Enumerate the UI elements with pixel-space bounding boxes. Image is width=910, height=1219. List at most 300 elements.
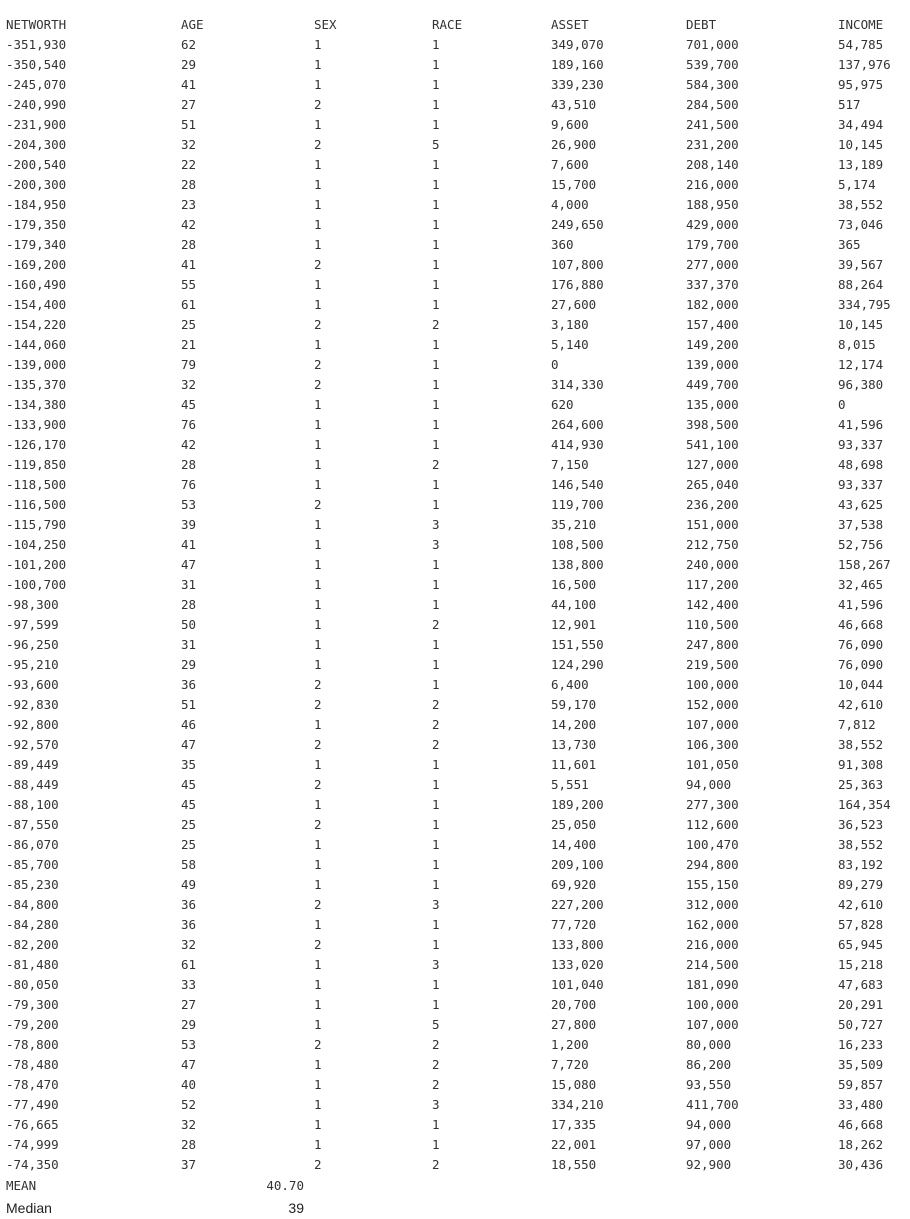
cell-networth: -169,200 <box>6 257 67 272</box>
cell-sex: 1 <box>314 997 322 1012</box>
cell-race: 1 <box>432 857 440 872</box>
cell-asset: 16,500 <box>551 577 597 592</box>
cell-age: 47 <box>181 1057 197 1072</box>
cell-race: 1 <box>432 797 440 812</box>
cell-sex: 1 <box>314 417 322 432</box>
cell-income: 46,668 <box>838 617 884 632</box>
cell-age: 35 <box>181 757 197 772</box>
cell-asset: 249,650 <box>551 217 604 232</box>
cell-asset: 107,800 <box>551 257 604 272</box>
cell-income: 10,145 <box>838 317 884 332</box>
cell-race: 1 <box>432 437 440 452</box>
cell-sex: 2 <box>314 317 322 332</box>
cell-race: 1 <box>432 417 440 432</box>
cell-sex: 2 <box>314 677 322 692</box>
cell-networth: -101,200 <box>6 557 67 572</box>
cell-race: 1 <box>432 157 440 172</box>
cell-sex: 1 <box>314 217 322 232</box>
cell-age: 58 <box>181 857 197 872</box>
cell-income: 89,279 <box>838 877 884 892</box>
cell-networth: -84,800 <box>6 897 59 912</box>
cell-income: 517 <box>838 97 861 112</box>
cell-sex: 1 <box>314 557 322 572</box>
cell-asset: 7,720 <box>551 1057 589 1072</box>
cell-income: 88,264 <box>838 277 884 292</box>
cell-age: 62 <box>181 37 197 52</box>
cell-sex: 1 <box>314 437 322 452</box>
cell-debt: 100,470 <box>686 837 739 852</box>
cell-debt: 112,600 <box>686 817 739 832</box>
cell-age: 25 <box>181 837 197 852</box>
cell-age: 52 <box>181 1097 197 1112</box>
table-row <box>0 95 910 115</box>
cell-networth: -179,340 <box>6 237 67 252</box>
cell-race: 2 <box>432 457 440 472</box>
table-row <box>0 875 910 895</box>
cell-debt: 214,500 <box>686 957 739 972</box>
cell-networth: -154,400 <box>6 297 67 312</box>
cell-debt: 312,000 <box>686 897 739 912</box>
median-row <box>0 1197 910 1219</box>
cell-age: 28 <box>181 597 197 612</box>
cell-race: 1 <box>432 37 440 52</box>
cell-race: 2 <box>432 737 440 752</box>
cell-race: 3 <box>432 897 440 912</box>
cell-age: 27 <box>181 997 197 1012</box>
cell-sex: 1 <box>314 237 322 252</box>
cell-income: 83,192 <box>838 857 884 872</box>
cell-networth: -96,250 <box>6 637 59 652</box>
cell-asset: 176,880 <box>551 277 604 292</box>
cell-sex: 1 <box>314 877 322 892</box>
cell-age: 47 <box>181 737 197 752</box>
cell-age: 61 <box>181 297 197 312</box>
table-row <box>0 535 910 555</box>
table-row <box>0 475 910 495</box>
cell-debt: 101,050 <box>686 757 739 772</box>
cell-income: 10,044 <box>838 677 884 692</box>
cell-debt: 539,700 <box>686 57 739 72</box>
cell-sex: 1 <box>314 1017 322 1032</box>
cell-sex: 1 <box>314 477 322 492</box>
cell-age: 32 <box>181 937 197 952</box>
cell-networth: -240,990 <box>6 97 67 112</box>
cell-income: 8,015 <box>838 337 876 352</box>
table-row <box>0 395 910 415</box>
cell-sex: 1 <box>314 957 322 972</box>
cell-asset: 0 <box>551 357 559 372</box>
table-row <box>0 595 910 615</box>
cell-income: 38,552 <box>838 197 884 212</box>
cell-asset: 22,001 <box>551 1137 597 1152</box>
cell-income: 76,090 <box>838 657 884 672</box>
cell-race: 1 <box>432 217 440 232</box>
cell-race: 1 <box>432 817 440 832</box>
cell-age: 45 <box>181 397 197 412</box>
cell-race: 1 <box>432 997 440 1012</box>
cell-age: 53 <box>181 1037 197 1052</box>
cell-networth: -81,480 <box>6 957 59 972</box>
table-row <box>0 835 910 855</box>
cell-income: 76,090 <box>838 637 884 652</box>
cell-sex: 1 <box>314 117 322 132</box>
cell-race: 1 <box>432 837 440 852</box>
cell-networth: -82,200 <box>6 937 59 952</box>
cell-networth: -79,300 <box>6 997 59 1012</box>
cell-asset: 12,901 <box>551 617 597 632</box>
cell-debt: 231,200 <box>686 137 739 152</box>
cell-networth: -245,070 <box>6 77 67 92</box>
cell-income: 30,436 <box>838 1157 884 1172</box>
cell-race: 1 <box>432 777 440 792</box>
cell-income: 93,337 <box>838 437 884 452</box>
cell-age: 46 <box>181 717 197 732</box>
cell-debt: 110,500 <box>686 617 739 632</box>
cell-debt: 449,700 <box>686 377 739 392</box>
table-body <box>0 35 910 1175</box>
cell-networth: -97,599 <box>6 617 59 632</box>
cell-income: 15,218 <box>838 957 884 972</box>
cell-asset: 189,200 <box>551 797 604 812</box>
cell-networth: -78,800 <box>6 1037 59 1052</box>
cell-age: 55 <box>181 277 197 292</box>
cell-age: 41 <box>181 537 197 552</box>
cell-asset: 108,500 <box>551 537 604 552</box>
cell-networth: -134,380 <box>6 397 67 412</box>
cell-income: 16,233 <box>838 1037 884 1052</box>
cell-asset: 360 <box>551 237 574 252</box>
cell-debt: 94,000 <box>686 1117 732 1132</box>
cell-sex: 2 <box>314 937 322 952</box>
cell-asset: 620 <box>551 397 574 412</box>
cell-race: 1 <box>432 97 440 112</box>
table-row <box>0 895 910 915</box>
cell-age: 53 <box>181 497 197 512</box>
cell-asset: 189,160 <box>551 57 604 72</box>
table-row <box>0 335 910 355</box>
cell-asset: 314,330 <box>551 377 604 392</box>
cell-age: 45 <box>181 797 197 812</box>
cell-debt: 182,000 <box>686 297 739 312</box>
cell-networth: -76,665 <box>6 1117 59 1132</box>
cell-networth: -144,060 <box>6 337 67 352</box>
cell-asset: 11,601 <box>551 757 597 772</box>
mean-label: MEAN <box>6 1178 37 1193</box>
table-row <box>0 1015 910 1035</box>
cell-asset: 133,020 <box>551 957 604 972</box>
cell-income: 65,945 <box>838 937 884 952</box>
cell-asset: 151,550 <box>551 637 604 652</box>
cell-networth: -133,900 <box>6 417 67 432</box>
cell-asset: 13,730 <box>551 737 597 752</box>
cell-age: 36 <box>181 917 197 932</box>
cell-debt: 106,300 <box>686 737 739 752</box>
cell-income: 5,174 <box>838 177 876 192</box>
cell-asset: 20,700 <box>551 997 597 1012</box>
cell-income: 10,145 <box>838 137 884 152</box>
table-row <box>0 675 910 695</box>
cell-race: 1 <box>432 677 440 692</box>
cell-debt: 188,950 <box>686 197 739 212</box>
cell-age: 32 <box>181 377 197 392</box>
cell-sex: 2 <box>314 777 322 792</box>
cell-debt: 149,200 <box>686 337 739 352</box>
cell-asset: 15,080 <box>551 1077 597 1092</box>
cell-debt: 398,500 <box>686 417 739 432</box>
cell-debt: 162,000 <box>686 917 739 932</box>
header-debt: DEBT <box>686 17 717 32</box>
cell-age: 28 <box>181 457 197 472</box>
cell-sex: 2 <box>314 1037 322 1052</box>
cell-income: 57,828 <box>838 917 884 932</box>
cell-sex: 1 <box>314 457 322 472</box>
cell-income: 0 <box>838 397 846 412</box>
table-row <box>0 715 910 735</box>
cell-sex: 2 <box>314 897 322 912</box>
cell-age: 32 <box>181 137 197 152</box>
cell-income: 12,174 <box>838 357 884 372</box>
cell-networth: -85,700 <box>6 857 59 872</box>
table-row <box>0 1075 910 1095</box>
cell-sex: 1 <box>314 617 322 632</box>
cell-asset: 119,700 <box>551 497 604 512</box>
cell-debt: 181,090 <box>686 977 739 992</box>
table-row <box>0 55 910 75</box>
cell-age: 36 <box>181 677 197 692</box>
cell-asset: 69,920 <box>551 877 597 892</box>
cell-race: 1 <box>432 357 440 372</box>
cell-networth: -351,930 <box>6 37 67 52</box>
cell-age: 76 <box>181 477 197 492</box>
cell-income: 7,812 <box>838 717 876 732</box>
cell-asset: 349,070 <box>551 37 604 52</box>
cell-age: 25 <box>181 817 197 832</box>
cell-asset: 26,900 <box>551 137 597 152</box>
cell-age: 41 <box>181 257 197 272</box>
cell-race: 3 <box>432 1097 440 1112</box>
table-row <box>0 155 910 175</box>
cell-debt: 277,000 <box>686 257 739 272</box>
table-row <box>0 735 910 755</box>
cell-age: 45 <box>181 777 197 792</box>
header-age: AGE <box>181 17 204 32</box>
cell-networth: -78,480 <box>6 1057 59 1072</box>
cell-asset: 138,800 <box>551 557 604 572</box>
cell-debt: 337,370 <box>686 277 739 292</box>
cell-sex: 2 <box>314 737 322 752</box>
cell-networth: -126,170 <box>6 437 67 452</box>
cell-debt: 107,000 <box>686 1017 739 1032</box>
cell-age: 22 <box>181 157 197 172</box>
cell-age: 47 <box>181 557 197 572</box>
cell-income: 41,596 <box>838 417 884 432</box>
cell-asset: 7,600 <box>551 157 589 172</box>
table-row <box>0 235 910 255</box>
cell-income: 73,046 <box>838 217 884 232</box>
cell-sex: 1 <box>314 917 322 932</box>
cell-debt: 277,300 <box>686 797 739 812</box>
cell-sex: 2 <box>314 497 322 512</box>
cell-sex: 1 <box>314 577 322 592</box>
cell-race: 1 <box>432 117 440 132</box>
cell-income: 158,267 <box>838 557 891 572</box>
cell-debt: 139,000 <box>686 357 739 372</box>
cell-asset: 9,600 <box>551 117 589 132</box>
cell-income: 42,610 <box>838 697 884 712</box>
table-row <box>0 995 910 1015</box>
table-row <box>0 375 910 395</box>
cell-sex: 1 <box>314 297 322 312</box>
cell-income: 33,480 <box>838 1097 884 1112</box>
table-row <box>0 275 910 295</box>
cell-sex: 1 <box>314 1097 322 1112</box>
table-row <box>0 195 910 215</box>
cell-debt: 429,000 <box>686 217 739 232</box>
cell-debt: 584,300 <box>686 77 739 92</box>
cell-age: 39 <box>181 517 197 532</box>
cell-race: 1 <box>432 757 440 772</box>
table-row <box>0 1035 910 1055</box>
cell-race: 1 <box>432 1137 440 1152</box>
cell-debt: 93,550 <box>686 1077 732 1092</box>
cell-debt: 241,500 <box>686 117 739 132</box>
cell-sex: 1 <box>314 77 322 92</box>
cell-age: 40 <box>181 1077 197 1092</box>
cell-sex: 1 <box>314 337 322 352</box>
cell-race: 1 <box>432 597 440 612</box>
cell-income: 41,596 <box>838 597 884 612</box>
cell-age: 28 <box>181 237 197 252</box>
cell-age: 28 <box>181 1137 197 1152</box>
cell-sex: 1 <box>314 537 322 552</box>
cell-asset: 209,100 <box>551 857 604 872</box>
cell-income: 52,756 <box>838 537 884 552</box>
mean-row <box>0 1175 910 1197</box>
cell-asset: 133,800 <box>551 937 604 952</box>
cell-sex: 2 <box>314 357 322 372</box>
cell-income: 25,363 <box>838 777 884 792</box>
table-row <box>0 795 910 815</box>
cell-race: 2 <box>432 717 440 732</box>
cell-networth: -77,490 <box>6 1097 59 1112</box>
cell-sex: 1 <box>314 277 322 292</box>
table-row <box>0 615 910 635</box>
cell-age: 61 <box>181 957 197 972</box>
table-row <box>0 75 910 95</box>
cell-age: 28 <box>181 177 197 192</box>
table-row <box>0 755 910 775</box>
cell-race: 2 <box>432 317 440 332</box>
cell-debt: 208,140 <box>686 157 739 172</box>
cell-debt: 142,400 <box>686 597 739 612</box>
cell-networth: -200,300 <box>6 177 67 192</box>
cell-debt: 179,700 <box>686 237 739 252</box>
cell-income: 18,262 <box>838 1137 884 1152</box>
table-row <box>0 635 910 655</box>
table-row <box>0 695 910 715</box>
cell-income: 95,975 <box>838 77 884 92</box>
cell-race: 1 <box>432 57 440 72</box>
cell-income: 47,683 <box>838 977 884 992</box>
cell-networth: -74,999 <box>6 1137 59 1152</box>
cell-debt: 541,100 <box>686 437 739 452</box>
cell-asset: 5,140 <box>551 337 589 352</box>
data-table <box>0 15 910 1175</box>
cell-asset: 59,170 <box>551 697 597 712</box>
cell-networth: -92,830 <box>6 697 59 712</box>
cell-asset: 25,050 <box>551 817 597 832</box>
cell-age: 51 <box>181 117 197 132</box>
cell-debt: 94,000 <box>686 777 732 792</box>
cell-asset: 7,150 <box>551 457 589 472</box>
cell-income: 37,538 <box>838 517 884 532</box>
cell-networth: -231,900 <box>6 117 67 132</box>
cell-race: 1 <box>432 497 440 512</box>
table-header-row <box>0 15 910 35</box>
cell-race: 1 <box>432 637 440 652</box>
cell-debt: 117,200 <box>686 577 739 592</box>
table-row <box>0 355 910 375</box>
cell-age: 29 <box>181 57 197 72</box>
cell-age: 42 <box>181 437 197 452</box>
cell-debt: 284,500 <box>686 97 739 112</box>
cell-asset: 27,600 <box>551 297 597 312</box>
cell-race: 1 <box>432 917 440 932</box>
table-row <box>0 35 910 55</box>
table-row <box>0 135 910 155</box>
table-row <box>0 295 910 315</box>
cell-networth: -104,250 <box>6 537 67 552</box>
cell-sex: 2 <box>314 97 322 112</box>
cell-race: 2 <box>432 1077 440 1092</box>
cell-networth: -79,200 <box>6 1017 59 1032</box>
cell-asset: 3,180 <box>551 317 589 332</box>
table-row <box>0 915 910 935</box>
cell-sex: 1 <box>314 1077 322 1092</box>
cell-race: 1 <box>432 877 440 892</box>
cell-asset: 35,210 <box>551 517 597 532</box>
cell-sex: 1 <box>314 157 322 172</box>
cell-sex: 2 <box>314 137 322 152</box>
table-row <box>0 455 910 475</box>
cell-sex: 1 <box>314 717 322 732</box>
cell-race: 1 <box>432 977 440 992</box>
cell-networth: -184,950 <box>6 197 67 212</box>
cell-age: 42 <box>181 217 197 232</box>
cell-debt: 247,800 <box>686 637 739 652</box>
table-row <box>0 415 910 435</box>
header-networth: NETWORTH <box>6 17 67 32</box>
cell-sex: 1 <box>314 1117 322 1132</box>
cell-age: 49 <box>181 877 197 892</box>
cell-sex: 1 <box>314 177 322 192</box>
cell-debt: 265,040 <box>686 477 739 492</box>
cell-income: 32,465 <box>838 577 884 592</box>
cell-networth: -160,490 <box>6 277 67 292</box>
table-row <box>0 115 910 135</box>
cell-asset: 334,210 <box>551 1097 604 1112</box>
cell-income: 46,668 <box>838 1117 884 1132</box>
cell-income: 54,785 <box>838 37 884 52</box>
cell-debt: 216,000 <box>686 177 739 192</box>
cell-sex: 2 <box>314 377 322 392</box>
cell-age: 23 <box>181 197 197 212</box>
cell-age: 21 <box>181 337 197 352</box>
cell-debt: 107,000 <box>686 717 739 732</box>
cell-debt: 80,000 <box>686 1037 732 1052</box>
cell-networth: -135,370 <box>6 377 67 392</box>
cell-sex: 2 <box>314 257 322 272</box>
